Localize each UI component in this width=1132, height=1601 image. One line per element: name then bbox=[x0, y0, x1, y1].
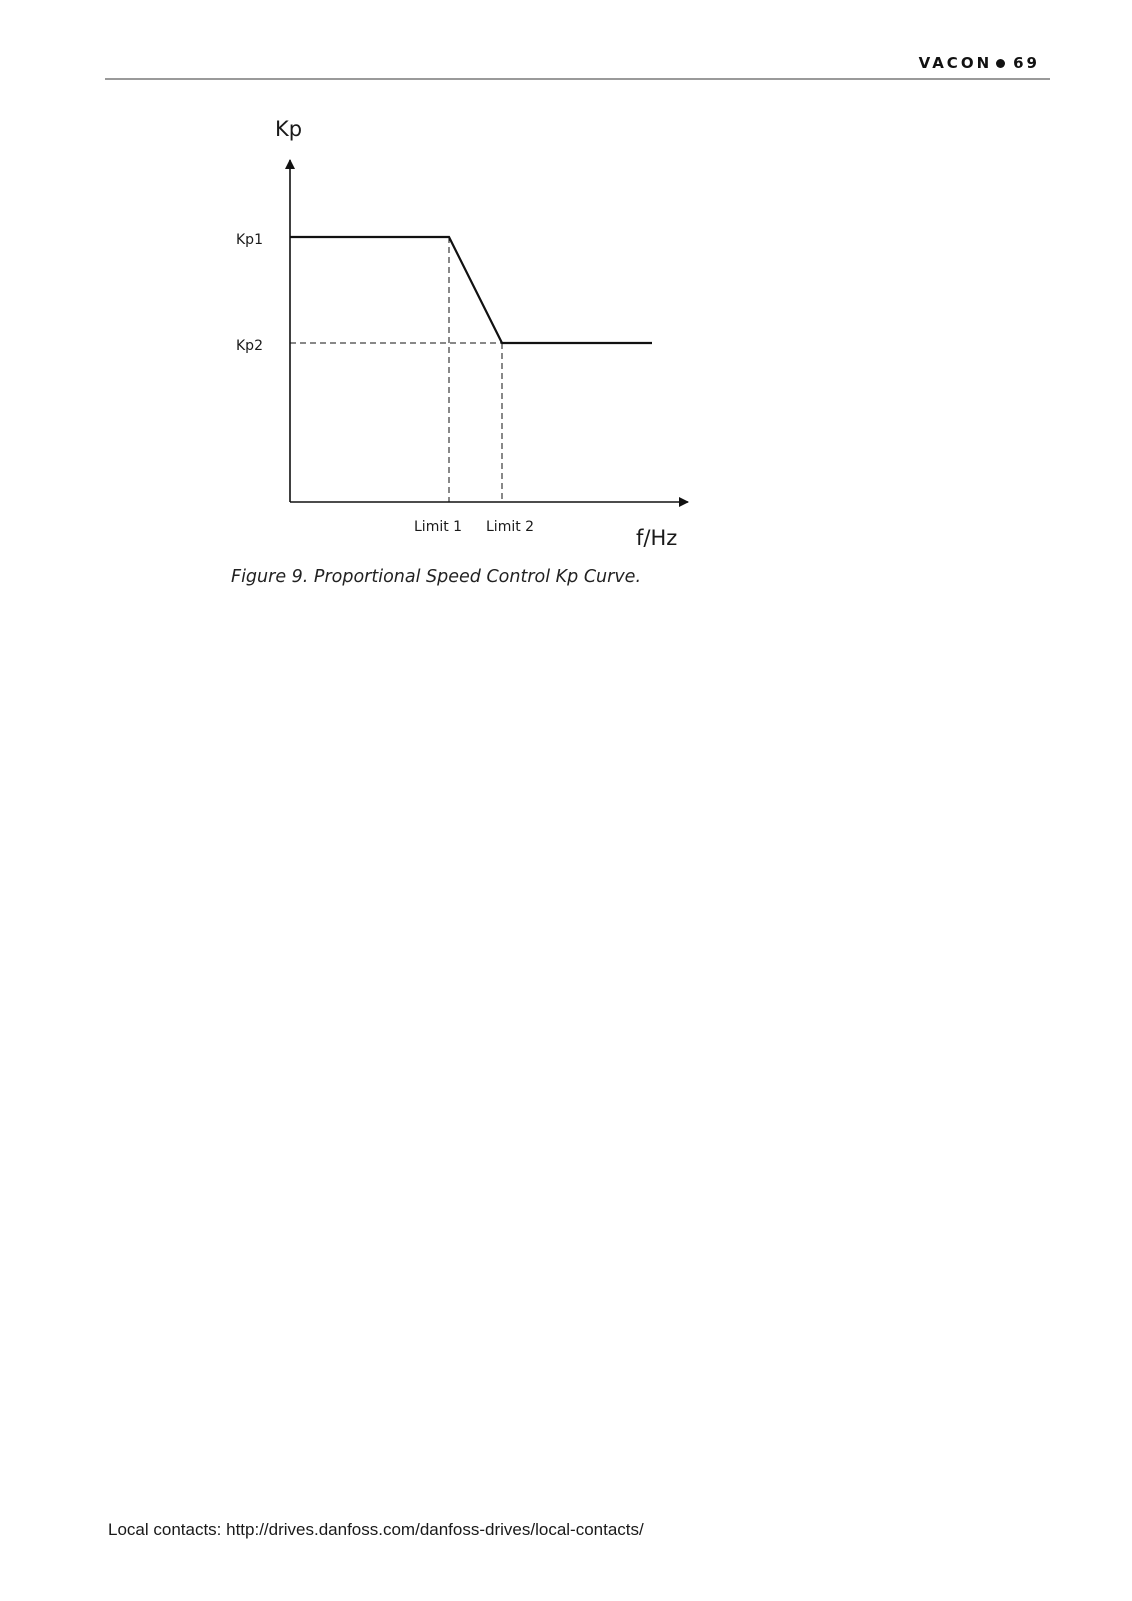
brand-name: VACON bbox=[918, 54, 993, 72]
page-number: 69 bbox=[1013, 54, 1040, 72]
y-tick-kp1: Kp1 bbox=[236, 232, 263, 248]
figure-caption: Figure 9. Proportional Speed Control Kp Curve. bbox=[231, 567, 642, 587]
x-axis-label: f/Hz bbox=[636, 526, 678, 550]
footer-local-contacts: Local contacts: http://drives.danfoss.com/danfoss-drives/local-contacts/ bbox=[108, 1520, 644, 1539]
kp-curve-line bbox=[290, 237, 652, 343]
y-tick-kp2: Kp2 bbox=[236, 338, 263, 354]
x-tick-limit-1: Limit 1 bbox=[414, 519, 463, 535]
x-tick-limit-2: Limit 2 bbox=[486, 519, 535, 535]
y-axis-label: Kp bbox=[275, 117, 303, 141]
kp-curve-chart bbox=[0, 0, 1132, 620]
